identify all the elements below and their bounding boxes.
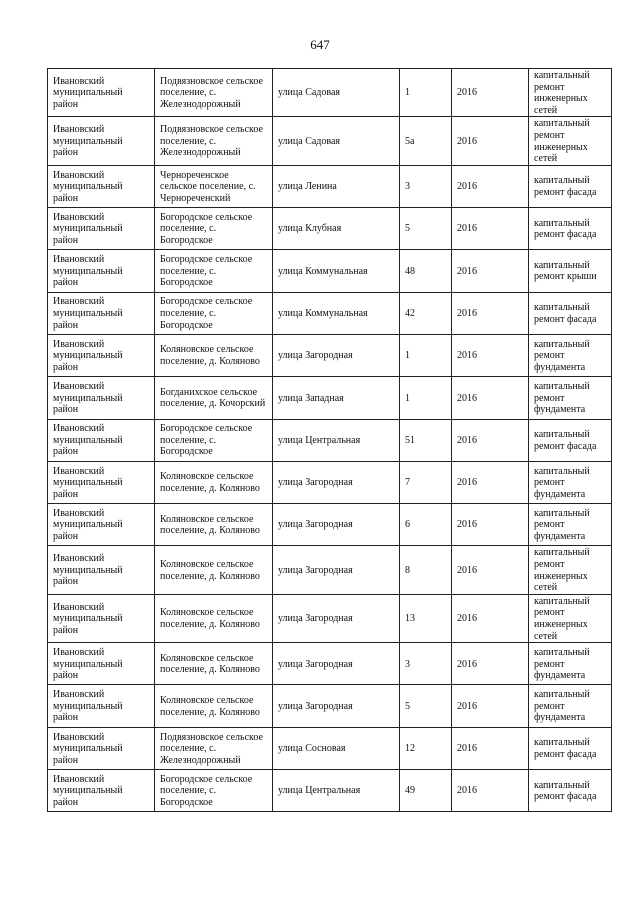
- year-cell: 2016: [452, 334, 529, 376]
- house-number-cell: 6: [400, 504, 452, 546]
- house-number-cell: 5: [400, 208, 452, 250]
- settlement-cell: Коляновское сельское поселение, д. Коляново: [155, 546, 273, 594]
- house-number-cell: 12: [400, 727, 452, 769]
- year-cell: 2016: [452, 250, 529, 292]
- table-row: [48, 643, 612, 685]
- house-number-cell: 5: [400, 685, 452, 727]
- work-type-cell: капитальный ремонт фасада: [529, 770, 612, 812]
- table-row: [48, 334, 612, 376]
- settlement-cell: Богородское сельское поселение, с. Богородское: [155, 419, 273, 461]
- table-row: [48, 419, 612, 461]
- street-cell: улица Садовая: [273, 117, 400, 165]
- street-cell: улица Коммунальная: [273, 250, 400, 292]
- table-row: [48, 69, 612, 117]
- settlement-cell: Коляновское сельское поселение, д. Коляново: [155, 685, 273, 727]
- district-cell: Ивановский муниципальный район: [48, 461, 155, 503]
- year-cell: 2016: [452, 594, 529, 642]
- street-cell: улица Клубная: [273, 208, 400, 250]
- house-number-cell: 1: [400, 69, 452, 117]
- table-row: [48, 685, 612, 727]
- house-number-cell: 7: [400, 461, 452, 503]
- work-type-cell: капитальный ремонт фундамента: [529, 461, 612, 503]
- work-type-cell: капитальный ремонт инженерных сетей: [529, 69, 612, 117]
- district-cell: Ивановский муниципальный район: [48, 334, 155, 376]
- district-cell: Ивановский муниципальный район: [48, 69, 155, 117]
- house-number-cell: 3: [400, 643, 452, 685]
- street-cell: улица Загородная: [273, 461, 400, 503]
- page-number: 647: [310, 37, 330, 52]
- house-number-cell: 1: [400, 377, 452, 419]
- year-cell: 2016: [452, 643, 529, 685]
- street-cell: улица Центральная: [273, 419, 400, 461]
- table-row: [48, 208, 612, 250]
- district-cell: Ивановский муниципальный район: [48, 165, 155, 207]
- settlement-cell: Подвязновское сельское поселение, с. Железнодорожный: [155, 117, 273, 165]
- year-cell: 2016: [452, 117, 529, 165]
- settlement-cell: Коляновское сельское поселение, д. Коляново: [155, 461, 273, 503]
- work-type-cell: капитальный ремонт фундамента: [529, 334, 612, 376]
- street-cell: улица Загородная: [273, 594, 400, 642]
- district-cell: Ивановский муниципальный район: [48, 250, 155, 292]
- house-number-cell: 5а: [400, 117, 452, 165]
- settlement-cell: Подвязновское сельское поселение, с. Железнодорожный: [155, 69, 273, 117]
- table-row: [48, 770, 612, 812]
- settlement-cell: Богородское сельское поселение, с. Богородское: [155, 770, 273, 812]
- street-cell: улица Садовая: [273, 69, 400, 117]
- table-row: [48, 250, 612, 292]
- table-row: [48, 727, 612, 769]
- house-number-cell: 3: [400, 165, 452, 207]
- district-cell: Ивановский муниципальный район: [48, 377, 155, 419]
- table-row: [48, 377, 612, 419]
- year-cell: 2016: [452, 461, 529, 503]
- year-cell: 2016: [452, 292, 529, 334]
- house-number-cell: 42: [400, 292, 452, 334]
- settlement-cell: Богородское сельское поселение, с. Богородское: [155, 250, 273, 292]
- house-number-cell: 13: [400, 594, 452, 642]
- year-cell: 2016: [452, 727, 529, 769]
- house-number-cell: 8: [400, 546, 452, 594]
- settlement-cell: Коляновское сельское поселение, д. Коляново: [155, 334, 273, 376]
- year-cell: 2016: [452, 377, 529, 419]
- year-cell: 2016: [452, 208, 529, 250]
- settlement-cell: Чернореченское сельское поселение, с. Чернореченский: [155, 165, 273, 207]
- street-cell: улица Загородная: [273, 643, 400, 685]
- district-cell: Ивановский муниципальный район: [48, 419, 155, 461]
- year-cell: 2016: [452, 69, 529, 117]
- settlement-cell: Коляновское сельское поселение, д. Коляново: [155, 504, 273, 546]
- work-type-cell: капитальный ремонт крыши: [529, 250, 612, 292]
- settlement-cell: Богданихское сельское поселение, д. Кочорский: [155, 377, 273, 419]
- work-type-cell: капитальный ремонт инженерных сетей: [529, 546, 612, 594]
- housing-repair-table: [47, 68, 612, 812]
- table-row: [48, 292, 612, 334]
- street-cell: улица Загородная: [273, 334, 400, 376]
- district-cell: Ивановский муниципальный район: [48, 770, 155, 812]
- work-type-cell: капитальный ремонт фундамента: [529, 643, 612, 685]
- work-type-cell: капитальный ремонт фасада: [529, 165, 612, 207]
- settlement-cell: Коляновское сельское поселение, д. Коляново: [155, 643, 273, 685]
- district-cell: Ивановский муниципальный район: [48, 643, 155, 685]
- work-type-cell: капитальный ремонт инженерных сетей: [529, 594, 612, 642]
- table-row: [48, 165, 612, 207]
- street-cell: улица Загородная: [273, 504, 400, 546]
- settlement-cell: Подвязновское сельское поселение, с. Железнодорожный: [155, 727, 273, 769]
- settlement-cell: Богородское сельское поселение, с. Богородское: [155, 292, 273, 334]
- work-type-cell: капитальный ремонт фундамента: [529, 504, 612, 546]
- work-type-cell: капитальный ремонт фундамента: [529, 685, 612, 727]
- work-type-cell: капитальный ремонт фасада: [529, 208, 612, 250]
- year-cell: 2016: [452, 419, 529, 461]
- street-cell: улица Западная: [273, 377, 400, 419]
- table-body: [48, 69, 612, 812]
- district-cell: Ивановский муниципальный район: [48, 208, 155, 250]
- street-cell: улица Коммунальная: [273, 292, 400, 334]
- house-number-cell: 48: [400, 250, 452, 292]
- house-number-cell: 1: [400, 334, 452, 376]
- street-cell: улица Центральная: [273, 770, 400, 812]
- table-row: [48, 546, 612, 594]
- year-cell: 2016: [452, 685, 529, 727]
- house-number-cell: 51: [400, 419, 452, 461]
- work-type-cell: капитальный ремонт фундамента: [529, 377, 612, 419]
- year-cell: 2016: [452, 504, 529, 546]
- table-row: [48, 504, 612, 546]
- district-cell: Ивановский муниципальный район: [48, 504, 155, 546]
- year-cell: 2016: [452, 770, 529, 812]
- work-type-cell: капитальный ремонт инженерных сетей: [529, 117, 612, 165]
- work-type-cell: капитальный ремонт фасада: [529, 727, 612, 769]
- district-cell: Ивановский муниципальный район: [48, 546, 155, 594]
- settlement-cell: Богородское сельское поселение, с. Богородское: [155, 208, 273, 250]
- street-cell: улица Загородная: [273, 546, 400, 594]
- street-cell: улица Загородная: [273, 685, 400, 727]
- table-row: [48, 594, 612, 642]
- district-cell: Ивановский муниципальный район: [48, 594, 155, 642]
- street-cell: улица Сосновая: [273, 727, 400, 769]
- year-cell: 2016: [452, 546, 529, 594]
- district-cell: Ивановский муниципальный район: [48, 292, 155, 334]
- district-cell: Ивановский муниципальный район: [48, 685, 155, 727]
- district-cell: Ивановский муниципальный район: [48, 117, 155, 165]
- work-type-cell: капитальный ремонт фасада: [529, 419, 612, 461]
- street-cell: улица Ленина: [273, 165, 400, 207]
- table-row: [48, 117, 612, 165]
- table-row: [48, 461, 612, 503]
- house-number-cell: 49: [400, 770, 452, 812]
- work-type-cell: капитальный ремонт фасада: [529, 292, 612, 334]
- year-cell: 2016: [452, 165, 529, 207]
- settlement-cell: Коляновское сельское поселение, д. Коляново: [155, 594, 273, 642]
- district-cell: Ивановский муниципальный район: [48, 727, 155, 769]
